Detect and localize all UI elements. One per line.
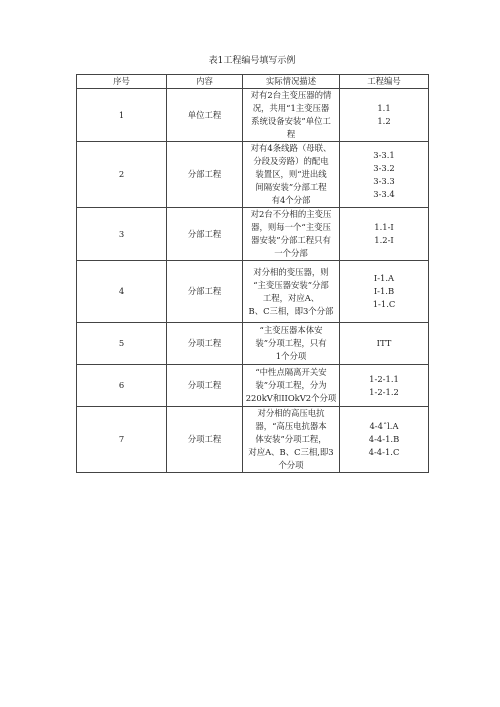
description-line: 分段及旁路）的配电 — [253, 156, 329, 166]
description-line: “中性点隔离开关安 — [255, 367, 327, 377]
project-number: 1-1.C — [372, 299, 396, 309]
project-number: 3-3.1 — [373, 149, 395, 160]
row-project-numbers — [340, 208, 429, 261]
table-row — [77, 407, 429, 473]
row-number: 6 — [77, 365, 167, 407]
description-line: 器安装”分部工程只有 — [251, 235, 331, 245]
header-no: 序号 — [77, 75, 167, 89]
row-number: 1 — [77, 89, 167, 142]
description-line: 系统设备安装”单位工 — [251, 116, 331, 126]
row-number: 3 — [77, 208, 167, 261]
description-line: “主变压器本体安 — [259, 325, 323, 335]
row-project-numbers — [340, 323, 429, 365]
project-number: 3-3.3 — [373, 175, 395, 186]
row-number: 7 — [77, 407, 167, 473]
description-line: 220kV和IIOkV2个分项 — [245, 393, 337, 403]
project-number: ITT — [376, 338, 392, 348]
row-description — [243, 323, 340, 365]
row-project-numbers — [340, 261, 429, 323]
project-number-table — [76, 74, 429, 473]
description-line: 装置区，则“进出线 — [255, 169, 327, 179]
row-content: 分部工程 — [167, 208, 243, 261]
table-row — [77, 261, 429, 323]
row-number: 2 — [77, 142, 167, 208]
project-number: 1.2-I — [374, 235, 394, 245]
row-description — [243, 365, 340, 407]
project-number: 1-2-1.1 — [369, 373, 399, 384]
description-line: 况，共用“1主变压器 — [252, 103, 330, 113]
description-line: 装”分项工程，分为 — [255, 380, 327, 390]
description-line: 对分相的变压器，则 — [253, 266, 329, 277]
row-content: 单位工程 — [167, 89, 243, 142]
row-description — [243, 261, 340, 323]
project-number: I-1.A — [373, 273, 395, 283]
project-number: 1.1-I — [374, 222, 394, 232]
row-description — [243, 407, 340, 473]
project-number: 1.2 — [377, 116, 391, 126]
row-description — [243, 142, 340, 208]
table-row — [77, 323, 429, 365]
table-row — [77, 89, 429, 142]
header-content: 内容 — [167, 75, 243, 89]
project-number: 3-3.2 — [373, 162, 395, 173]
table-caption: 表1工程编号填写示例 — [208, 56, 296, 66]
description-line: 对应A、B、C三相,即3 — [248, 447, 334, 457]
row-project-numbers — [340, 407, 429, 473]
project-number: 1.1 — [377, 103, 391, 113]
row-number: 4 — [77, 261, 167, 323]
table-row — [77, 142, 429, 208]
description-line: 对有2台主变压器的情 — [250, 90, 332, 100]
project-number: I-1.B — [373, 286, 395, 296]
description-line: “主变压器安装”分部 — [253, 279, 329, 290]
row-content: 分项工程 — [167, 323, 243, 365]
table-row — [77, 208, 429, 261]
table-body — [77, 89, 429, 473]
project-number: 3-3.4 — [373, 188, 395, 199]
description-line: 工程，对应A、 — [262, 292, 320, 303]
row-description — [243, 208, 340, 261]
description-line: 体安装”分项工程， — [255, 434, 327, 444]
row-description — [243, 89, 340, 142]
description-line: B、C三相，即3个分部 — [248, 305, 334, 316]
project-number: 4-4-1.B — [368, 434, 400, 444]
row-content: 分项工程 — [167, 407, 243, 473]
row-project-numbers — [340, 365, 429, 407]
description-line: 器，则每一个“主变压 — [251, 222, 331, 232]
row-project-numbers — [340, 89, 429, 142]
row-content: 分部工程 — [167, 142, 243, 208]
description-line: 对2台不分相的主变压 — [250, 209, 332, 219]
description-line: 程 — [286, 129, 296, 139]
row-project-numbers — [340, 142, 429, 208]
description-line: 对有4条线路（母联、 — [250, 143, 332, 153]
header-description: 实际情况描述 — [243, 75, 340, 89]
project-number: 4-4ˆl.A — [369, 421, 399, 431]
project-number: 1-2-1.2 — [369, 386, 399, 397]
description-line: 一个分部 — [274, 248, 308, 258]
table-row — [77, 365, 429, 407]
description-line: 间隔安装”分部工程 — [255, 182, 327, 192]
description-line: 个分项 — [278, 460, 304, 470]
project-number: 4-4-1.C — [368, 447, 400, 457]
description-line: 器，“高压电抗器本 — [255, 421, 327, 431]
description-line: 有4个分部 — [271, 195, 311, 205]
description-line: 对分相的高压电抗 — [257, 408, 325, 418]
table-header-row — [77, 75, 429, 89]
row-content: 分部工程 — [167, 261, 243, 323]
description-line: 装”分项工程，只有 — [255, 338, 327, 348]
description-line: 1个分项 — [275, 351, 307, 361]
header-project-number: 工程编号 — [340, 75, 429, 89]
row-number: 5 — [77, 323, 167, 365]
row-content: 分项工程 — [167, 365, 243, 407]
